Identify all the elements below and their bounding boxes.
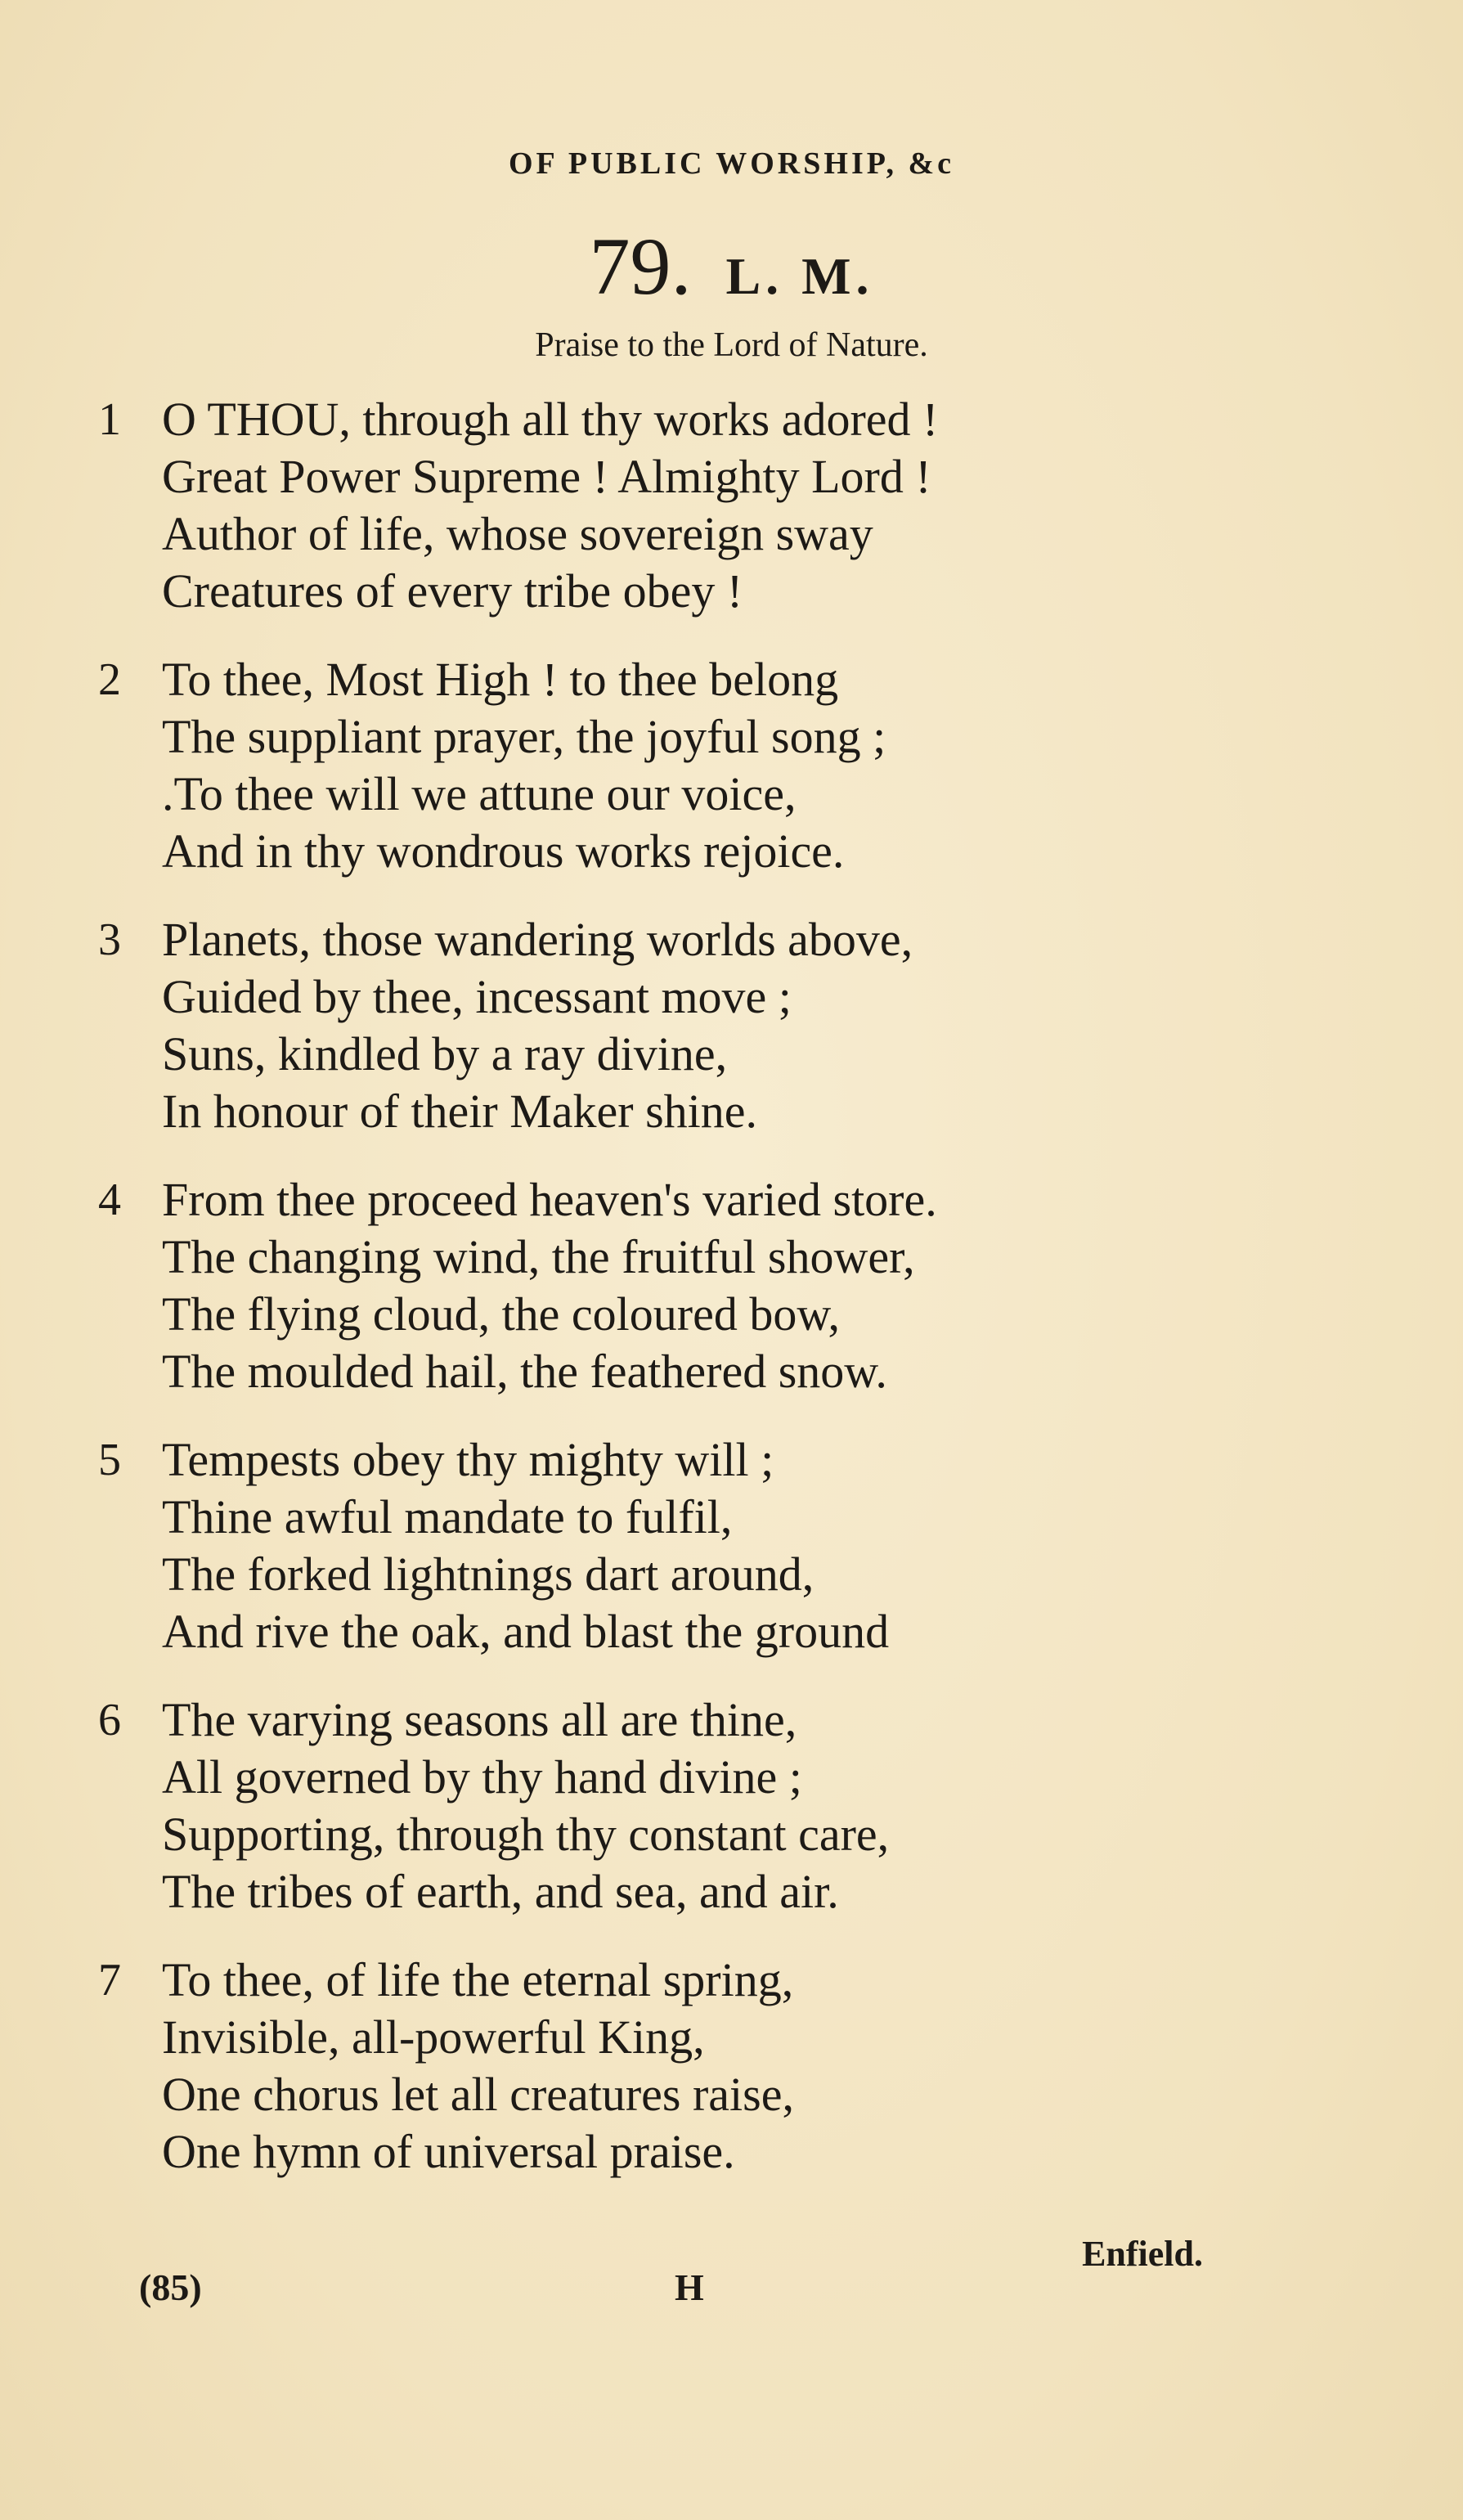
verse-line: The suppliant prayer, the joyful song ;: [162, 710, 886, 763]
author-attribution: Enfield.: [1082, 2234, 1203, 2274]
verse-line: Thine awful mandate to fulfil,: [162, 1490, 733, 1543]
verse-line: The changing wind, the fruitful shower,: [162, 1230, 915, 1283]
verse-line: Invisible, all-powerful King,: [162, 2010, 705, 2064]
verse-line: Author of life, whose sovereign sway: [162, 507, 873, 560]
verse-line: All governed by thy hand divine ;: [162, 1750, 802, 1804]
stanza: [98, 1431, 1374, 1660]
stanza: [98, 391, 1374, 620]
verse-line: One hymn of universal praise.: [162, 2125, 735, 2178]
verse-line: The forked lightnings dart around,: [162, 1547, 815, 1601]
verse-line: Tempests obey thy mighty will ;: [162, 1433, 774, 1486]
signature-mark: H: [675, 2266, 704, 2308]
stanza-number: 5: [98, 1435, 121, 1485]
verse-line: In honour of their Maker shine.: [162, 1085, 758, 1138]
stanza-number: 6: [98, 1695, 121, 1745]
verse-line: The moulded hail, the feathered snow.: [162, 1345, 887, 1398]
stanza-number: 1: [98, 394, 121, 445]
verse-line: Planets, those wandering worlds above,: [162, 913, 913, 966]
verse-line: And rive the oak, and blast the ground: [162, 1605, 890, 1658]
hymn-meter: L. M.: [725, 247, 874, 305]
hymn-title: [0, 219, 1463, 313]
verse-line: The varying seasons all are thine,: [162, 1693, 797, 1746]
stanza-number: 3: [98, 914, 121, 965]
page-number: (85): [139, 2266, 202, 2308]
verse-line: To thee, of life the eternal spring,: [162, 1953, 794, 2006]
verse-line: O THOU, through all thy works adored !: [162, 393, 939, 446]
stanza: [98, 651, 1374, 880]
stanza-number: 4: [98, 1175, 121, 1225]
verse-line: Supporting, through thy constant care,: [162, 1808, 890, 1861]
verse-line: And in thy wondrous works rejoice.: [162, 824, 845, 878]
verse-line: Creatures of every tribe obey !: [162, 564, 743, 618]
hymn-subtitle: Praise to the Lord of Nature.: [535, 326, 928, 364]
verse-line: From thee proceed heaven's varied store.: [162, 1173, 937, 1226]
stanza: [98, 911, 1374, 1140]
stanza-number: 7: [98, 1955, 121, 2006]
verse-line: .To thee will we attune our voice,: [162, 767, 797, 820]
verse-line: Suns, kindled by a ray divine,: [162, 1027, 728, 1080]
stanza-number: 2: [98, 654, 121, 705]
verse-line: Great Power Supreme ! Almighty Lord !: [162, 450, 931, 503]
verse-line: The tribes of earth, and sea, and air.: [162, 1865, 839, 1918]
stanza-list: [98, 391, 1374, 2212]
page-footer: [0, 2266, 1463, 2315]
verse-line: To thee, Most High ! to thee belong: [162, 653, 839, 706]
verse-line: One chorus let all creatures raise,: [162, 2068, 794, 2121]
verse-line: The flying cloud, the coloured bow,: [162, 1287, 840, 1341]
verse-line: Guided by thee, incessant move ;: [162, 970, 792, 1023]
stanza: [98, 1171, 1374, 1400]
stanza: [98, 1952, 1374, 2181]
hymn-number: 79.: [589, 221, 692, 312]
running-head: OF PUBLIC WORSHIP, &c: [509, 146, 954, 181]
stanza: [98, 1691, 1374, 1920]
